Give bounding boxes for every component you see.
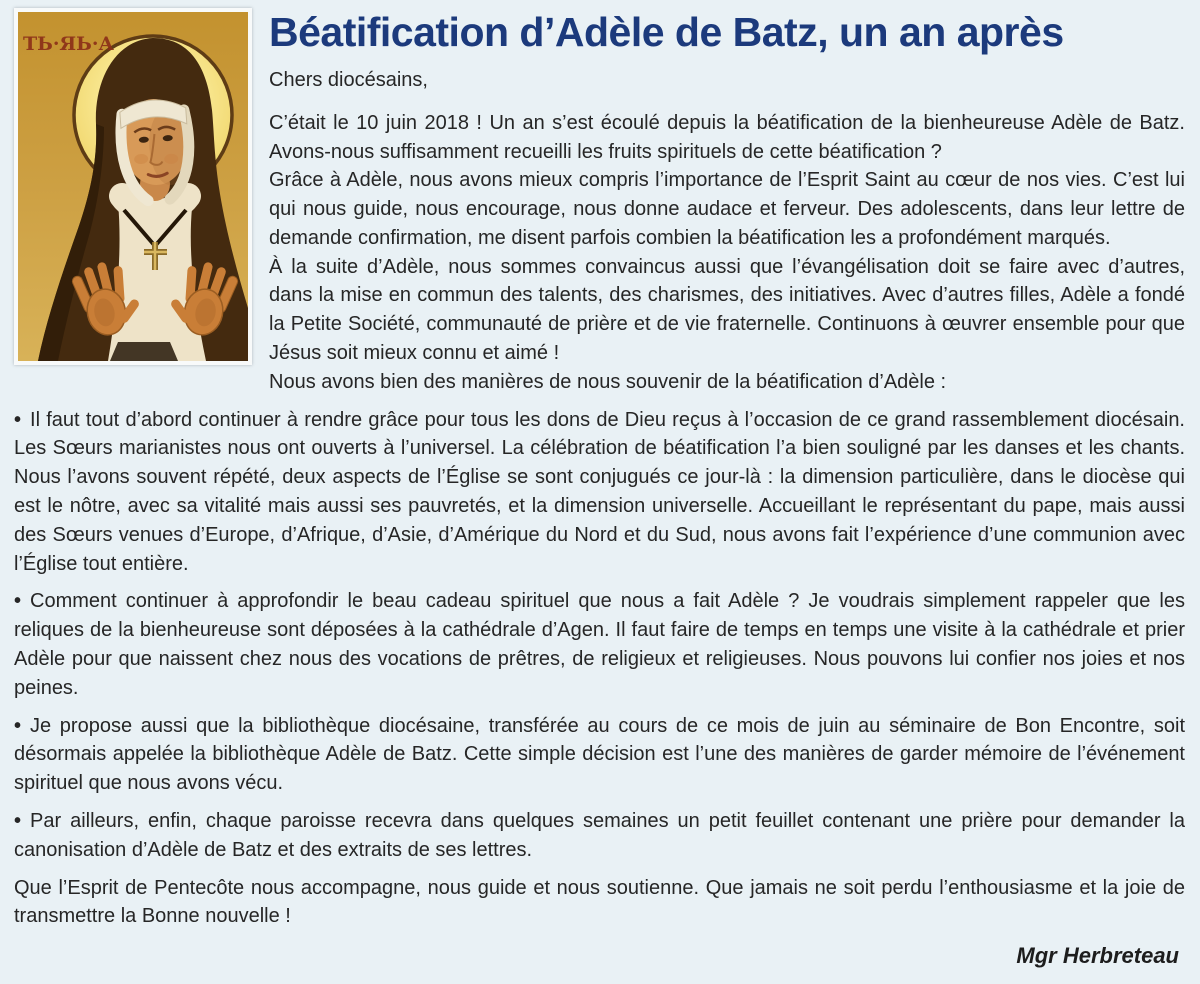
bullet-marker: • xyxy=(14,714,22,737)
bullet-text: Je propose aussi que la bibliothèque diocésaine, transférée au cours de ce mois de juin au séminaire de Bon Encontre, soit désormais appelée la bibliothèque Adèle de Batz. Cette simple décision est l’une des manières de garder mémoire de l’événement spirituel que nous avons vécu. xyxy=(14,714,1185,795)
bullet-marker: • xyxy=(14,810,22,833)
paragraph-evangelisation: À la suite d’Adèle, nous sommes convaincus aussi que l’évangélisation doit se faire avec d’autres, dans la mise en commun des talents, des charismes, des initiatives. Avec d’autres filles, Adèle a fondé la Petite Société, communauté de prière et de vie fraternelle. Continuons à œuvrer ensemble pour que Jésus soit mieux connu et aimé ! xyxy=(269,255,1185,365)
closing-paragraph: Que l’Esprit de Pentecôte nous accompagne, nous guide et nous soutienne. Que jamais ne soit perdu l’enthousiasme et la joie de transmettre la Bonne nouvelle ! xyxy=(14,876,1185,928)
adele-icon-image xyxy=(14,8,252,365)
bullet-item-feuillet xyxy=(14,807,1185,865)
bullet-marker: • xyxy=(14,590,22,613)
salutation: Chers diocésains, xyxy=(269,68,428,91)
robe-bottom-band xyxy=(110,342,178,361)
paragraph-esprit-saint: Grâce à Adèle, nous avons mieux compris l’importance de l’Esprit Saint au cœur de nos vies. C’est lui qui nous guide, nous encourage, nous donne audace et ferveur. Des adolescents, dans leur lettre de demande confirmation, me disent parfois combien la béatification les a profondément marqués. xyxy=(269,169,1185,249)
paragraph-manieres: Nous avons bien des manières de nous souvenir de la béatification d’Adèle : xyxy=(269,370,947,393)
bullet-item-reliques xyxy=(14,587,1185,702)
signature: Mgr Herbreteau xyxy=(1016,943,1179,969)
bullet-item-bibliotheque xyxy=(14,712,1185,798)
bullet-marker: • xyxy=(14,408,22,431)
bullet-text: Il faut tout d’abord continuer à rendre grâce pour tous les dons de Dieu reçus à l’occasion de ce grand rassemblement diocésain. Les Sœurs marianistes nous ont ouverts à l’universel. La célébration de béatification l’a bien souligné par les danses et les chants. Nous l’avons souvent répété, deux aspects de l’Église se sont conjugués ce jour-là : la dimension particulière, dans le diocèse qui est le nôtre, avec sa vitalité mais aussi ses pauvretés, et la dimension universelle. Accueillant le représentant du pape, mais aussi des Sœurs venues d’Europe, d’Afrique, d’Asie, d’Amérique du Nord et du Sud, nous avons fait l’expérience d’une communion avec l’Église tout entière. xyxy=(14,408,1185,575)
bullet-text: Comment continuer à approfondir le beau cadeau spirituel que nous a fait Adèle ? Je voudrais simplement rappeler que les reliques de la bienheureuse sont déposées à la cathédrale d’Agen. Il faut faire de temps en temps une visite à la cathédrale et prier Adèle pour que naissent chez nous des vocations de prêtres, de religieux et religieuses. Nous pouvons lui confier nos joies et nos peines. xyxy=(14,590,1185,699)
bullet-item-rendre-grace xyxy=(14,406,1185,579)
adele-icon-illustration xyxy=(18,12,248,361)
bullet-text: Par ailleurs, enfin, chaque paroisse recevra dans quelques semaines un petit feuillet contenant une prière pour demander la canonisation d’Adèle de Batz et des extraits de ses lettres. xyxy=(14,810,1185,861)
page-title: Béatification d’Adèle de Batz, un an après xyxy=(269,9,1064,55)
icon-inscription: ТЬ·ЯЬ·А xyxy=(23,33,114,55)
paragraph-intro: C’était le 10 juin 2018 ! Un an s’est écoulé depuis la béatification de la bienheureuse Adèle de Batz. Avons-nous suffisamment recueilli les fruits spirituels de cette béatification ? xyxy=(269,111,1185,163)
